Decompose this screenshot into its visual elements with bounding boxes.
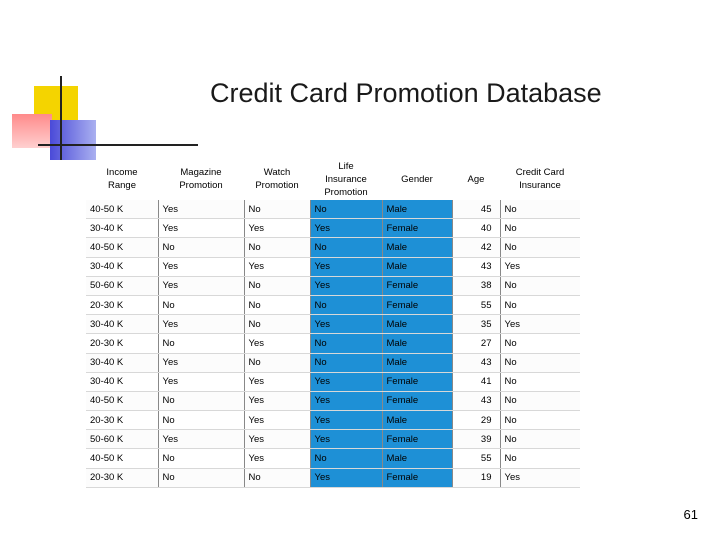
header-line: Insurance (519, 180, 561, 191)
age-cell: 41 (452, 372, 500, 391)
gender-cell: Male (382, 449, 452, 468)
age-header (452, 158, 500, 200)
gender-cell: Male (382, 334, 452, 353)
credit-card-insurance-cell: No (500, 276, 580, 295)
watch-promotion-cell: No (244, 276, 310, 295)
table-row (86, 391, 580, 410)
gender-cell: Female (382, 276, 452, 295)
age-cell: 27 (452, 334, 500, 353)
life-insurance-promotion-cell: No (310, 449, 382, 468)
table-row (86, 430, 580, 449)
life-insurance-promotion-cell: Yes (310, 219, 382, 238)
table-row (86, 238, 580, 257)
life-insurance-promotion-cell: No (310, 295, 382, 314)
age-cell: 55 (452, 295, 500, 314)
life-insurance-promotion-cell: No (310, 334, 382, 353)
table-row (86, 372, 580, 391)
magazine-promotion-cell: Yes (158, 353, 244, 372)
header-line: Promotion (255, 180, 299, 191)
table-row (86, 315, 580, 334)
credit-card-insurance-cell: No (500, 295, 580, 314)
watch-promotion-cell: Yes (244, 449, 310, 468)
watch-promotion-cell: No (244, 468, 310, 487)
credit-card-insurance-cell: No (500, 353, 580, 372)
income-range-cell: 40-50 K (86, 449, 158, 468)
magazine-promotion-cell: Yes (158, 200, 244, 219)
watch-promotion-header (244, 158, 310, 200)
header-line: Income (106, 167, 138, 178)
gender-cell: Female (382, 295, 452, 314)
slide-title: Credit Card Promotion Database (210, 78, 602, 108)
age-cell: 35 (452, 315, 500, 334)
magazine-promotion-cell: Yes (158, 372, 244, 391)
credit-card-insurance-cell: No (500, 219, 580, 238)
income-range-cell: 40-50 K (86, 391, 158, 410)
table-row (86, 468, 580, 487)
table-row (86, 200, 580, 219)
magazine-promotion-cell: No (158, 449, 244, 468)
watch-promotion-cell: Yes (244, 334, 310, 353)
income-range-cell: 30-40 K (86, 257, 158, 276)
watch-promotion-cell: No (244, 238, 310, 257)
gender-cell: Female (382, 391, 452, 410)
promotion-table (86, 158, 580, 488)
credit-card-insurance-cell: Yes (500, 315, 580, 334)
table-header-row (86, 158, 580, 200)
income-range-cell: 20-30 K (86, 411, 158, 430)
decor-vertical-line (60, 76, 62, 160)
table-row (86, 295, 580, 314)
income-range-cell: 20-30 K (86, 295, 158, 314)
watch-promotion-cell: Yes (244, 411, 310, 430)
age-cell: 43 (452, 257, 500, 276)
header-line: Promotion (324, 186, 368, 198)
watch-promotion-cell: No (244, 353, 310, 372)
table-row (86, 449, 580, 468)
life-insurance-promotion-cell: Yes (310, 468, 382, 487)
life-insurance-promotion-cell: Yes (310, 257, 382, 276)
income-range-cell: 30-40 K (86, 315, 158, 334)
income-range-cell: 30-40 K (86, 353, 158, 372)
gender-cell: Male (382, 238, 452, 257)
decor-blue-square (50, 120, 96, 160)
income-range-cell: 50-60 K (86, 276, 158, 295)
gender-cell: Female (382, 219, 452, 238)
credit-card-insurance-cell: Yes (500, 257, 580, 276)
magazine-promotion-cell: No (158, 295, 244, 314)
credit-card-insurance-cell: No (500, 372, 580, 391)
credit-card-insurance-cell: No (500, 430, 580, 449)
life-insurance-promotion-cell: Yes (310, 372, 382, 391)
table-row (86, 334, 580, 353)
magazine-promotion-cell: Yes (158, 315, 244, 334)
header-line: Watch (263, 167, 291, 178)
watch-promotion-cell: No (244, 315, 310, 334)
gender-cell: Male (382, 411, 452, 430)
income-range-cell: 30-40 K (86, 219, 158, 238)
age-cell: 43 (452, 353, 500, 372)
watch-promotion-cell: No (244, 295, 310, 314)
life-insurance-promotion-cell: Yes (310, 315, 382, 334)
age-cell: 29 (452, 411, 500, 430)
watch-promotion-cell: Yes (244, 391, 310, 410)
life-insurance-promotion-cell: Yes (310, 391, 382, 410)
header-line: Gender (401, 173, 433, 185)
header-line: Life (338, 160, 354, 172)
magazine-promotion-cell: Yes (158, 219, 244, 238)
watch-promotion-cell: No (244, 200, 310, 219)
life-insurance-promotion-cell: Yes (310, 411, 382, 430)
gender-cell: Male (382, 315, 452, 334)
income-range-cell: 20-30 K (86, 334, 158, 353)
age-cell: 45 (452, 200, 500, 219)
table-row (86, 219, 580, 238)
magazine-promotion-cell: No (158, 411, 244, 430)
income-range-cell: 50-60 K (86, 430, 158, 449)
credit-card-insurance-cell: No (500, 334, 580, 353)
income-range-header (86, 158, 158, 200)
gender-cell: Male (382, 353, 452, 372)
gender-header (382, 158, 452, 200)
watch-promotion-cell: Yes (244, 257, 310, 276)
magazine-promotion-header (158, 158, 244, 200)
credit-card-insurance-cell: No (500, 449, 580, 468)
header-line: Promotion (179, 180, 223, 191)
age-cell: 38 (452, 276, 500, 295)
magazine-promotion-cell: No (158, 391, 244, 410)
income-range-cell: 30-40 K (86, 372, 158, 391)
magazine-promotion-cell: No (158, 468, 244, 487)
gender-cell: Male (382, 257, 452, 276)
credit-card-insurance-cell: Yes (500, 468, 580, 487)
header-line: Age (467, 173, 485, 185)
income-range-cell: 40-50 K (86, 238, 158, 257)
credit-card-insurance-cell: No (500, 200, 580, 219)
header-line: Credit Card (515, 167, 565, 178)
decor-red-square (12, 114, 52, 148)
income-range-cell: 20-30 K (86, 468, 158, 487)
header-line: Insurance (325, 173, 367, 185)
age-cell: 19 (452, 468, 500, 487)
life-insurance-promotion-cell: Yes (310, 430, 382, 449)
gender-cell: Male (382, 200, 452, 219)
gender-cell: Female (382, 468, 452, 487)
magazine-promotion-cell: Yes (158, 430, 244, 449)
credit-card-insurance-cell: No (500, 411, 580, 430)
age-cell: 55 (452, 449, 500, 468)
age-cell: 43 (452, 391, 500, 410)
gender-cell: Female (382, 430, 452, 449)
magazine-promotion-cell: Yes (158, 257, 244, 276)
credit-card-insurance-cell: No (500, 391, 580, 410)
age-cell: 39 (452, 430, 500, 449)
watch-promotion-cell: Yes (244, 430, 310, 449)
life-insurance-promotion-cell: No (310, 238, 382, 257)
gender-cell: Female (382, 372, 452, 391)
magazine-promotion-cell: No (158, 334, 244, 353)
table-row (86, 353, 580, 372)
decor-horizontal-line (38, 144, 198, 146)
life-insurance-promotion-cell: No (310, 353, 382, 372)
life-insurance-promotion-header (310, 158, 382, 200)
header-line: Range (108, 180, 136, 191)
magazine-promotion-cell: No (158, 238, 244, 257)
life-insurance-promotion-cell: No (310, 200, 382, 219)
income-range-cell: 40-50 K (86, 200, 158, 219)
slide-number: 61 (683, 507, 698, 522)
table-row (86, 411, 580, 430)
header-line: Magazine (180, 167, 222, 178)
life-insurance-promotion-cell: Yes (310, 276, 382, 295)
age-cell: 42 (452, 238, 500, 257)
watch-promotion-cell: Yes (244, 219, 310, 238)
table-row (86, 257, 580, 276)
credit-card-insurance-header (500, 158, 580, 200)
table-row (86, 276, 580, 295)
credit-card-insurance-cell: No (500, 238, 580, 257)
watch-promotion-cell: Yes (244, 372, 310, 391)
magazine-promotion-cell: Yes (158, 276, 244, 295)
age-cell: 40 (452, 219, 500, 238)
